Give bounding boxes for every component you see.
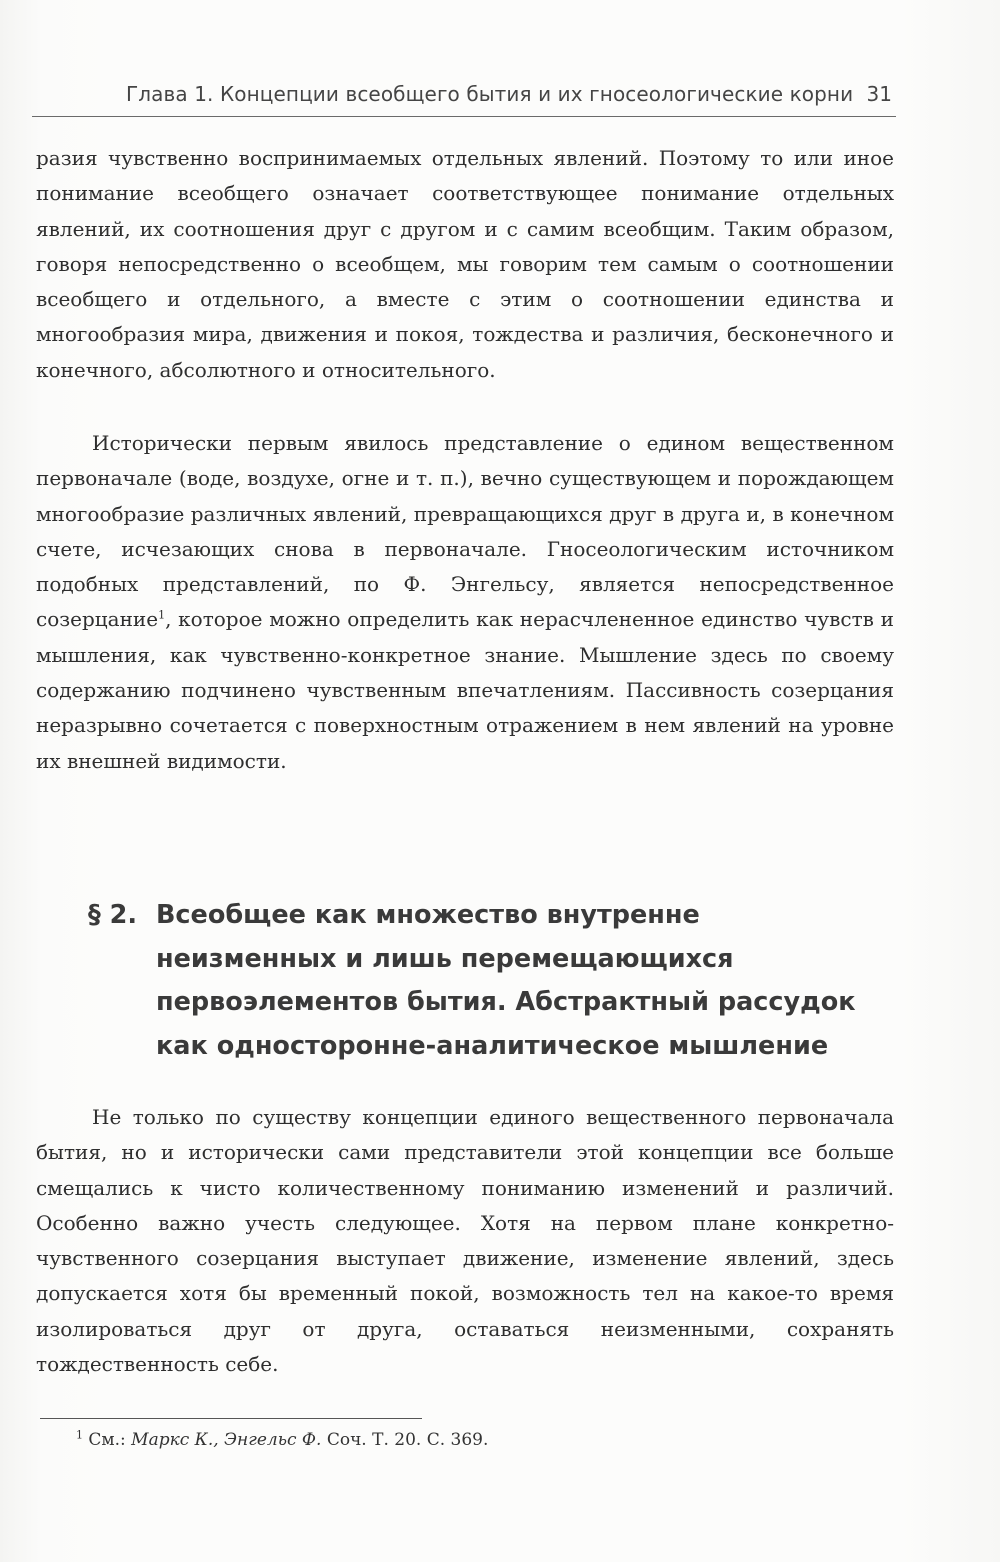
section-title-line: Всеобщее как множество внутренне	[156, 900, 700, 930]
body-text-top	[36, 141, 894, 388]
body-text-second	[36, 426, 894, 779]
footnote	[76, 1430, 488, 1450]
body-text-section	[36, 1100, 894, 1382]
page-number: 31	[866, 82, 892, 106]
section-number: § 2.	[88, 900, 138, 930]
footnote-mark: 1	[76, 1428, 83, 1442]
section-title-line: как односторонне-аналитическое мышление	[156, 1030, 829, 1061]
footnote-reference: Соч. Т. 20. С. 369.	[321, 1430, 489, 1450]
section-title	[156, 894, 876, 1068]
section-title-line: первоэлементов бытия. Абстрактный рассудок	[156, 987, 856, 1017]
section-title-line: неизменных и лишь перемещающихся	[156, 943, 734, 974]
paragraph-continued: разия чувственно воспринимаемых отдельных явлений. Поэтому то или иное понимание всеобщего означает соответствующее понимание отдельных явлений, их соотношения друг с другом и с самим всеобщим. Таким образом, говоря непосредственно о всеобщем, мы говорим тем самым о соотношении всеобщего и отдельного, а вместе с этим о соотношении единства и многообразия мира, движения и покоя, тождества и различия, бесконечного и конечного, абсолютного и относительного.	[36, 146, 894, 382]
section-paragraph: Не только по существу концепции единого вещественного первоначала бытия, но и исторически сами представители этой концепции все больше смещались к чисто количественному пониманию изменений и различий. Особенно важно учесть следующее. Хотя на первом плане конкретно-чувственного созерцания выступает движение, изменение явлений, здесь допускается хотя бы временный покой, возможность тел на какое-то время изолироваться друг от друга, оставаться неизменными, сохранять тождественность себе.	[36, 1105, 894, 1377]
header-rule	[32, 116, 896, 117]
footnote-reference-mark[interactable]: 1	[158, 608, 166, 622]
paragraph-text-after-note: , которое можно определить как нерасчлененное единство чувств и мышления, как чувственно-конкретное знание. Мышление здесь по своему содержанию подчинено чувственным впечатлениям. Пассивность созерцания неразрывно сочетается с поверхностным отражением в нем явлений на уровне их внешней видимости.	[36, 607, 894, 773]
running-header	[126, 78, 896, 114]
paragraph-text-before-note: Исторически первым явилось представление о едином вещественном первоначале (воде, воздухе, огне и т. п.), вечно существующем и порождающем многообразие различных явлений, превращающихся друг в друга и, в конечном счете, исчезающих снова в первоначале. Гносеологическим источником подобных представлений, по Ф. Энгельсу, является непосредственное созерцание	[36, 431, 894, 632]
running-title: Глава 1. Концепции всеобщего бытия и их гносеологические корни	[126, 82, 854, 106]
footnote-prefix: См.:	[88, 1430, 132, 1450]
footnote-rule	[40, 1418, 422, 1419]
paragraph-historical	[36, 426, 894, 779]
footnote-authors: Маркс К., Энгельс Ф.	[131, 1430, 322, 1450]
